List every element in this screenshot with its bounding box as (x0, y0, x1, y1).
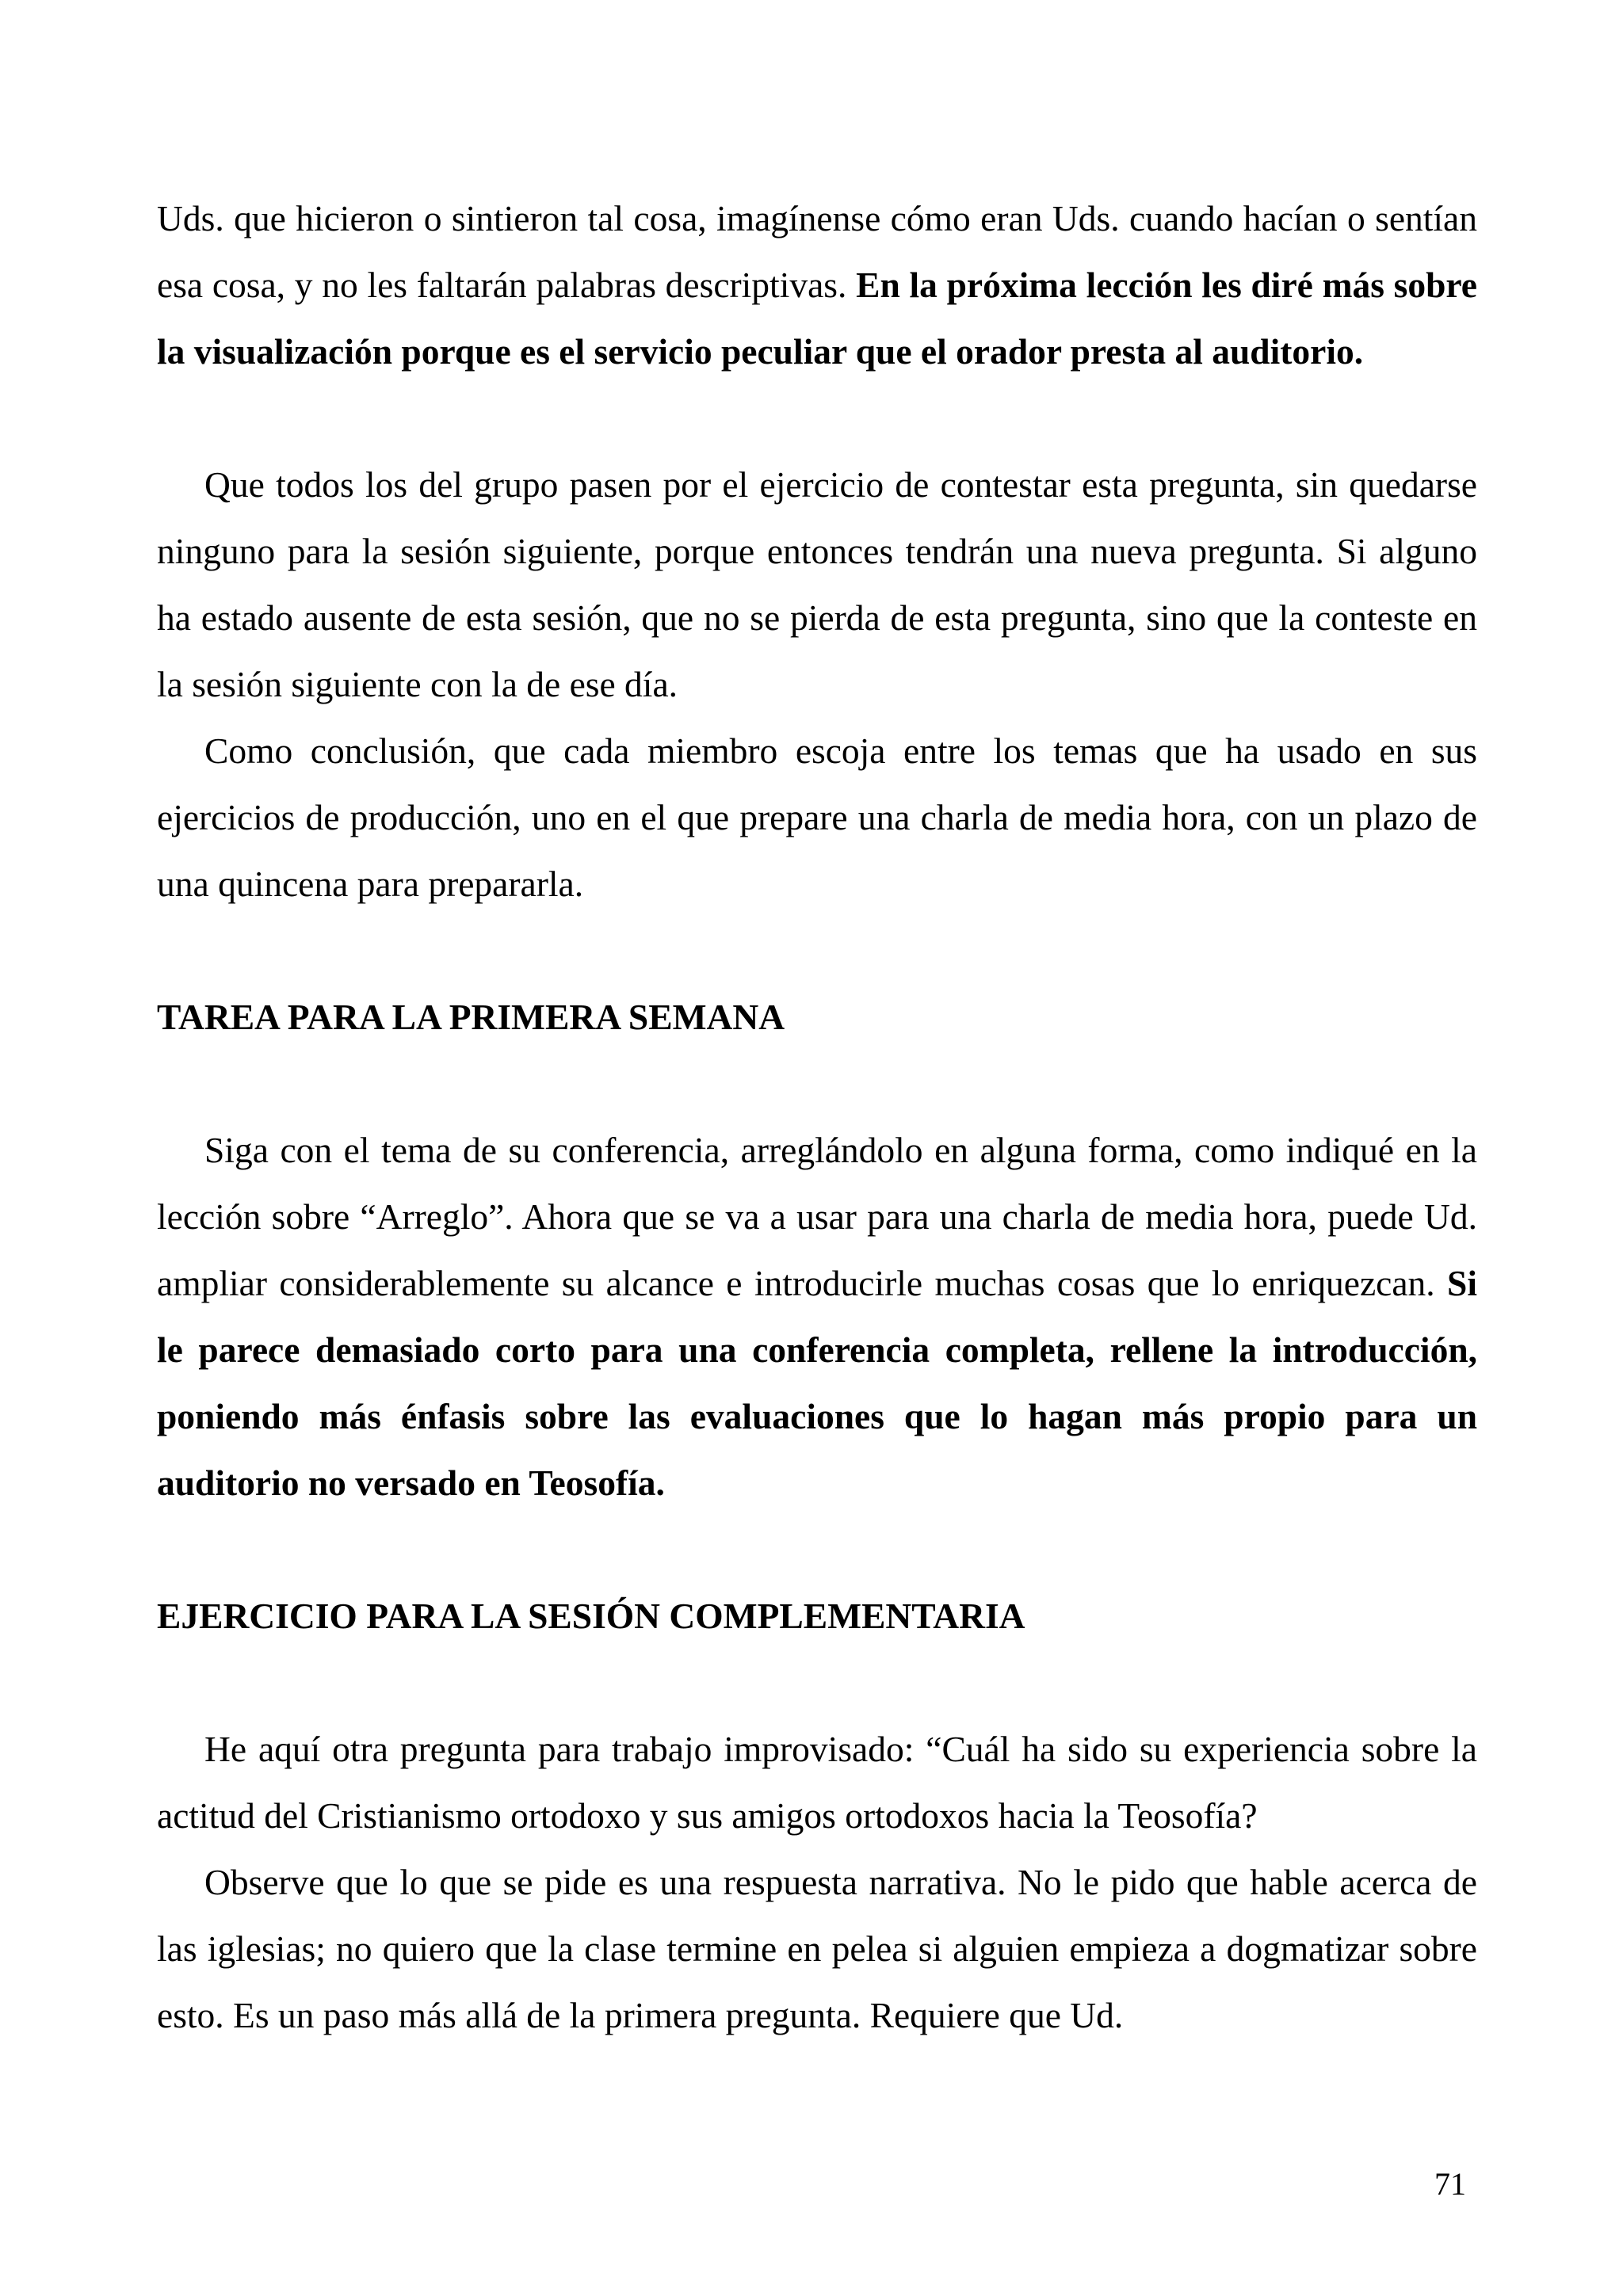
paragraph-observation: Observe que lo que se pide es una respuesta narrativa. No le pido que hable acerca de las iglesias; no quiero que la clase termine en pelea si alguien empieza a dogmatizar sobre esto. Es un paso más allá de la primera pregunta. Requiere que Ud. (157, 1862, 1477, 2035)
spacer (157, 1650, 1477, 1716)
paragraph-bold-text: En la próxima lección les diré más sobre la visualización porque es el servicio peculiar que el orador presta al auditorio. (157, 265, 1477, 372)
section-heading-first-week: TAREA PARA LA PRIMERA SEMANA (157, 997, 785, 1037)
section-heading-complementary: EJERCICIO PARA LA SESIÓN COMPLEMENTARIA (157, 1596, 1025, 1636)
page-content (157, 185, 1477, 2049)
paragraph-bold-text: Si le parece demasiado corto para una conferencia completa, rellene la introducción, poniendo más énfasis sobre las evaluaciones que lo hagan más propio para un auditorio no versado en Teosofía. (157, 1263, 1477, 1503)
paragraph-conclusion: Como conclusión, que cada miembro escoja entre los temas que ha usado en sus ejercicios de producción, uno en el que prepare una charla de media hora, con un plazo de una quincena para prepararla. (157, 730, 1477, 904)
paragraph-text: Siga con el tema de su conferencia, arreglándolo en alguna forma, como indiqué en la lección sobre “Arreglo”. Ahora que se va a usar para una charla de media hora, puede Ud. ampliar considerablemente su alcance e introducirle muchas cosas que lo enriquezcan. (157, 1130, 1477, 1303)
spacer (157, 917, 1477, 984)
paragraph-group-exercise: Que todos los del grupo pasen por el ejercicio de contestar esta pregunta, sin quedarse ninguno para la sesión siguiente, porque entonces tendrán una nueva pregunta. Si alguno ha estado ausente de esta sesión, que no se pierda de esta pregunta, sino que la conteste en la sesión siguiente con la de ese día. (157, 464, 1477, 704)
spacer (157, 1516, 1477, 1583)
spacer (157, 385, 1477, 452)
paragraph-text: Uds. que hicieron o sintieron tal cosa, imagínense cómo eran Uds. cuando hacían o sentían esa cosa, y no les faltarán palabras descriptivas. (157, 198, 1477, 305)
spacer (157, 1051, 1477, 1117)
paragraph-continued (157, 185, 1477, 385)
paragraph-task (157, 1117, 1477, 1516)
page-number: 71 (1434, 2166, 1466, 2202)
paragraph-question: He aquí otra pregunta para trabajo improvisado: “Cuál ha sido su experiencia sobre la actitud del Cristianismo ortodoxo y sus amigos ortodoxos hacia la Teosofía? (157, 1729, 1477, 1836)
